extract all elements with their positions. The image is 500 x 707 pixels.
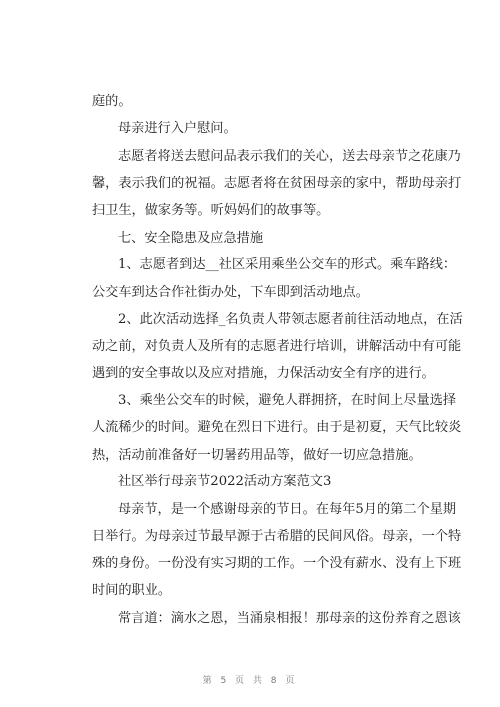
text-line: 1、志愿者到达__社区采用乘坐公交车的形式。乘车路线：	[118, 257, 457, 272]
text-line: 公交车到达合作社街办处，下车即到活动地点。	[92, 285, 369, 300]
text-line: 动之前，对负责人及所有的志愿者进行培训，讲解活动中有可能	[92, 339, 462, 354]
text-line: 热，活动前准备好一切暑药用品等，做好一切应急措施。	[92, 448, 422, 463]
text-line: 殊的身份。一份没有实习期的工作。一个没有薪水、没有上下班	[92, 556, 462, 571]
text-line: 常言道：滴水之恩，当涌泉相报！那母亲的这份养育之恩该	[118, 611, 461, 626]
section-heading: 七、安全隐患及应急措施	[118, 231, 264, 246]
text-line: 日举行。为母亲过节最早源于古希腊的民间风俗。母亲，一个特	[92, 529, 462, 544]
text-line: 母亲节，是一个感谢母亲的节日。在每年5月的第二个星期	[118, 502, 457, 517]
text-line: 时间的职业。	[92, 583, 172, 598]
text-line: 2、此次活动选择_名负责人带领志愿者前往活动地点，在活	[118, 312, 463, 327]
text-line: 馨，表示我们的祝福。志愿者将在贫困母亲的家中，帮助母亲打	[92, 176, 462, 191]
text-line: 庭的。	[92, 94, 132, 109]
page-number-footer: 第 5 页 共 8 页	[202, 676, 298, 686]
text-line: 母亲进行入户慰问。	[118, 121, 237, 136]
text-line: 志愿者将送去慰问品表示我们的关心，送去母亲节之花康乃	[118, 149, 461, 164]
text-line: 遇到的安全事故以及应对措施，力保活动安全有序的进行。	[92, 366, 435, 381]
section-title: 社区举行母亲节2022活动方案范文3	[118, 474, 332, 489]
text-line: 扫卫生，做家务等。听妈妈们的故事等。	[92, 203, 330, 218]
text-line: 3、乘坐公交车的时候，避免人群拥挤，在时间上尽量选择	[118, 393, 457, 408]
text-line: 人流稀少的时间。避免在烈日下进行。由于是初夏，天气比较炎	[92, 420, 462, 435]
